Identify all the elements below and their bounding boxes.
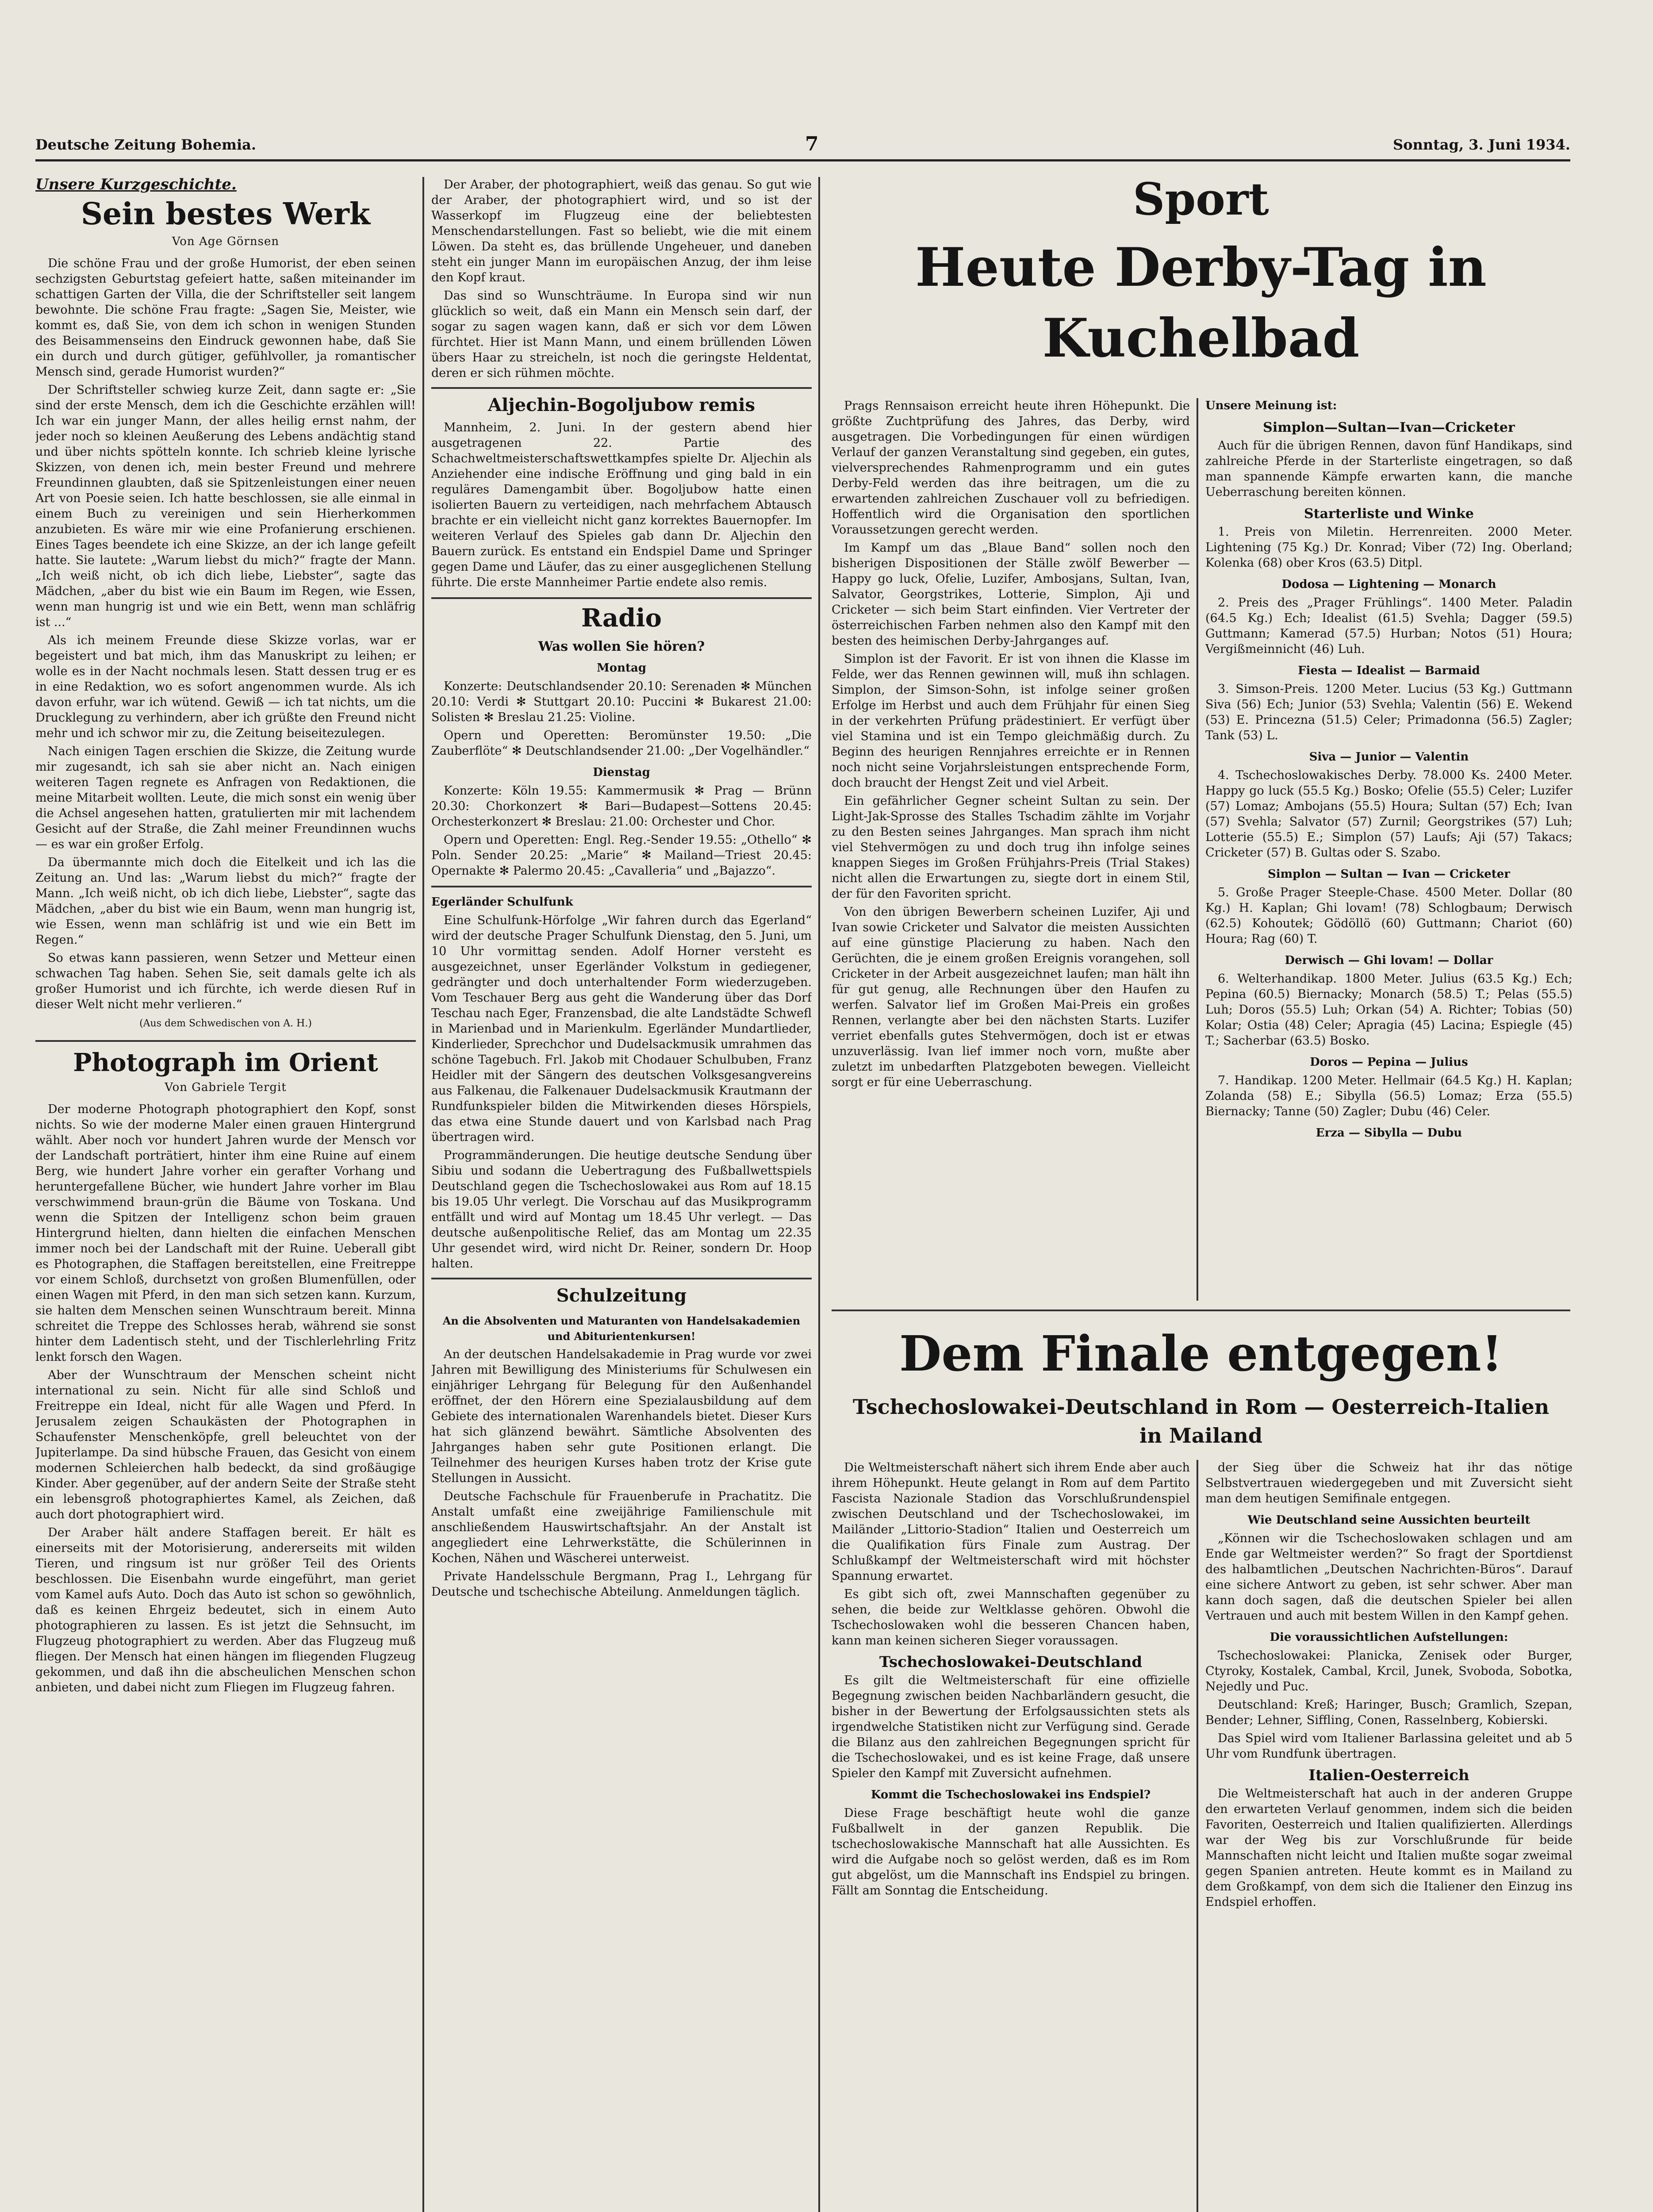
race-entry: 2. Preis des „Prager Frühlings“. 1400 Meter. Paladin (64.5 Kg.) Ech; Idealist (61.5) Svehla; Dagger (59.5) Guttmann; Kamerad (57.5) Hurban; Notos (51) Houra; Vergißmeinnicht (46) Luh. xyxy=(1205,596,1572,656)
race-entry: 4. Tschechoslowakisches Derby. 78.000 Ks. 2400 Meter. Happy go luck (55.5 Kg.) Bosko; Ofelie (55.5) Celer; Luzifer (57) Lomaz; Ambojans (55.5) Houra; Sultan (57) Ech; Ivan (57) Svehla; Salvator (57) Zurnil; Georgstrikes (57) Luh; Lotterie (55.5) E.; Simplon (57) Laufs; Aji (57) Takacs; Cricketer (57) B. Gultas oder S. Szabo. xyxy=(1205,768,1572,860)
race-entry: 6. Welterhandikap. 1800 Meter. Julius (63.5 Kg.) Ech; Pepina (60.5) Biernacky; Monarch (58.5) T.; Pelas (55.5) Luh; Doros (55.5) Luh; Orkan (54) A. Richter; Tobias (50) Kolar; Ostia (48) Celer; Apragia (45) Lacina; Espiegle (45) T.; Sacherbar (63.5) Bosko. xyxy=(1205,972,1572,1048)
schulfunk-paragraph: Programmänderungen. Die heutige deutsche Sendung über Sibiu und sodann die Uebertragung des Fußballwettspiels Deutschland gegen die Tschechoslowakei aus Rom auf 18.15 bis 19.05 Uhr verlegt. Die Vorschau auf das Musikprogramm entfällt und wird auf Montag um 18.45 Uhr verlegt. — Das deutsche außenpolitische Relief, das am Montag um 22.35 Uhr gesendet wird, wird nicht Dr. Reiner, sondern Dr. Hoop halten. xyxy=(431,1148,812,1271)
chess-paragraph: Mannheim, 2. Juni. In der gestern abend hier ausgetragenen 22. Partie des Schachweltmeisterschaftswettkampfes spielte Dr. Aljechin als Anziehender eine indische Eröffnung und ging bald in ein reguläres Damengambit über. Bogoljubow hatte einen isolierten Bauern zu verteidigen, nach mehrfachem Abtausch brachte er ein vielleicht nicht ganz korrektes Bauernopfer. Im weiteren Verlauf des Spieles gab dann Dr. Aljechin den Bauern zurück. Es entstand ein Endspiel Dame und Springer gegen Dame und Läufer, das zu einer ausgeglichenen Stellung führte. Die erste Mannheimer Partie endete also remis. xyxy=(431,421,812,589)
aufstellung-paragraph: Tschechoslowakei: Planicka, Zenisek oder Burger, Ctyroky, Kostalek, Cambal, Krcil, Junek, Svoboda, Sobotka, Nejedly und Puc. xyxy=(1205,1649,1572,1694)
meinung-head: Unsere Meinung ist: xyxy=(1205,399,1337,412)
orient-byline: Von Gabriele Tergit xyxy=(165,1081,287,1094)
schulfunk-paragraph: Eine Schulfunk-Hörfolge „Wir fahren durch das Egerland“ wird der deutsche Prager Schulfunk Dienstag, den 5. Juni, um 10 Uhr vormittag senden. Adolf Horner versteht es ausgezeichnet, unser Egerländer Volkstum in gediegener, gedrängter und doch unterhaltender Form wiederzugeben. Vom Teschauer Berg aus geht die Wanderung über das Dorf Teschau nach Eger, Franzensbad, die alte Landstädte Schwefl in Marienbad und in Marienkulm. Egerländer Mundartlieder, Kinderlieder, Sprechchor und Dudelsackmusik umrahmen das schöne Tagebuch. Frl. Jakob mit Chodauer Schulbuben, Franz Heidler mit der Sängern des deutschen Volksgesangvereins aus Falkenau, die Falkenauer Dudelsackmusik Krautmann der Rundfunkspieler bilden die Mitwirkenden dieses Hörspiels, das etwa eine Stunde dauert und von Karlsbad nach Prag übertragen wird. xyxy=(431,914,812,1144)
derby-title-line2: Kuchelbad xyxy=(1042,307,1360,369)
story-paragraph: Da übermannte mich doch die Eitelkeit und ich las die Zeitung an. Und las: „Warum liebst du mich?“ fragte der Mann. „Ich weiß nicht, ob ich dich liebe, Liebster“, sagte das Mädchen, „aber du bist wie ein Baum, wenn man hungrig ist, wie Essen, wenn man schläfrig ist und wie ein Bett im Regen.“ xyxy=(35,856,416,947)
finale-column-right xyxy=(1205,1460,1572,2212)
derby-paragraph: Von den übrigen Bewerbern scheinen Luzifer, Aji und Ivan sowie Cricketer und Salvator die meisten Aussichten auf eine günstige Placierung zu haben. Nach den Gerüchten, die je einem großen Ereignis vorangehen, soll Cricketer in der Arbeit ausgezeichnet laufen; man hält ihn für gut genug, alle Rechnungen über den Haufen zu werfen. Salvator lief im Großen Mai-Preis ein großes Rennen, verlangte aber bei den nächsten Starts. Luzifer verriet ebenfalls gutes Stehvermögen, doch ist er etwas unzuverlässig. Ivan lief immer noch vorn, mußte aber zuletzt im unbedarften Platzgeboten bewegen. Vielleicht sorgt er für eine Ueberraschung. xyxy=(832,905,1190,1089)
orient-paragraph: Aber der Wunschtraum der Menschen scheint nicht international zu sein. Nicht für alle sind Schloß und Freitreppe ein Ideal, nicht für alle Wagen und Pferd. In Jerusalem zeigen Schaukästen der Photographen in Schaufenster Menschenköpfe, grell beleuchtet von der Jupiterlampe. Da sind hübsche Frauen, das Gesicht von einem modernen Schleierchen halb bedeckt, da sind großäugige Kinder. Aber gegenüber, auf der andern Seite der Straße steht ein lebensgroß photographiertes Kamel, als Zeichen, daß auch dort photographiert wird. xyxy=(35,1368,416,1521)
radio-line: Konzerte: Köln 19.55: Kammermusik ✻ Prag — Brünn 20.30: Chorkonzert ✻ Bari—Budapest—Sottens 20.45: Orchesterkonzert ✻ Breslau: 21.00: Orchester und Chor. xyxy=(431,784,812,829)
story-paragraph: Der Schriftsteller schwieg kurze Zeit, dann sagte er: „Sie sind der erste Mensch, dem ich die Geschichte erzählen will! Ich war ein junger Mann, der alles heilig ernst nahm, der jeder noch so kleinen Aeußerung des Lebens andächtig stand und über nichts spötteln konnte. Ich schrieb kleine lyrische Skizzen, von denen ich, mein bester Freund und mehrere Freundinnen glaubten, daß sie Spitzenleistungen einer neuen Art von Poesie seien. Ich hatte beschlossen, sie alle einmal in einem Buch zu vereinigen und sein Hierherkommen anzubieten. Es wäre mir wie eine Profanierung erschienen. Eines Tages beendete ich eine Skizze, an der ich lange gefeilt hatte. Sie lautete: „Warum liebst du mich?“ fragte der Mann. „Ich weiß nicht, ob ich dich liebe, Liebster“, sagte das Mädchen, „aber du bist wie ein Baum im Regen, wie Essen, wenn man hungrig ist und wie ein Bett, wenn man schläfrig ist ...“ xyxy=(35,383,416,629)
story-title: Sein bestes Werk xyxy=(81,196,371,232)
section-divider xyxy=(832,1310,1570,1311)
derby-title-line1: Heute Derby-Tag in xyxy=(915,236,1487,299)
finale-column-left xyxy=(832,1460,1190,2212)
aufstellung-paragraph: Deutschland: Kreß; Haringer, Busch; Gramlich, Szepan, Bender; Lehner, Siffling, Conen, Rasselnberg, Kobierski. xyxy=(1205,1698,1572,1727)
race-entry: 7. Handikap. 1200 Meter. Hellmair (64.5 Kg.) H. Kaplan; Zolanda (58) E.; Sibylla (56.5) Lomaz; Erza (55.5) Biernacky; Tanne (50) Zagler; Dubu (46) Celer. xyxy=(1205,1074,1572,1118)
race-entry: 3. Simson-Preis. 1200 Meter. Lucius (53 Kg.) Guttmann Siva (56) Ech; Junior (53) Svehla; Valentin (56) E. Wekend (53) E. Princezna (51.5) Celer; Primadonna (56.5) Zagler; Tank (53) L. xyxy=(1205,682,1572,742)
section-kicker: Unsere Kurzgeschichte. xyxy=(35,177,237,193)
radio-title: Radio xyxy=(581,603,662,633)
race-tip: Derwisch — Ghi lovam! — Dollar xyxy=(1285,954,1493,967)
column-rule xyxy=(1197,398,1198,1301)
section-divider xyxy=(35,1040,416,1042)
finale-subtitle-line2: in Mailand xyxy=(1139,1424,1263,1448)
section-divider xyxy=(431,387,812,389)
section-divider xyxy=(431,1278,812,1279)
story-source: (Aus dem Schwedischen von A. H.) xyxy=(139,1018,312,1029)
tsch-paragraph: Es gilt die Weltmeisterschaft für eine offizielle Begegnung zwischen beiden Nachbarländern gesucht, die bisher in der Bewertung der Erfolgsaussichten stets als irgendwelche Statistiken nicht zur Verfügung sind. Gerade die Bilanz aus den zahlreichen Begegnungen spricht für die Tschechoslowakei, und es ist keine Frage, daß unsere Spieler den Kampf mit Zuversicht aufnehmen. xyxy=(832,1674,1190,1780)
radio-line: Opern und Operetten: Engl. Reg.-Sender 19.55: „Othello“ ✻ Poln. Sender 20.25: „Marie“ ✻ Mailand—Triest 20.45: Opernakte ✻ Palermo 20.45: „Cavalleria“ und „Bajazzo“. xyxy=(431,833,812,878)
orient-continuation: Der Araber, der photographiert, weiß das genau. So gut wie der Araber, der photographiert wird, und so ist der Wasserkopf im Flugzeug eine der beliebtesten Menschendarstellungen. Fast so beliebt, wie die mit einem Löwen. Da steht es, das brüllende Ungeheuer, und daneben steht ein junger Mann im europäischen Anzug, der ihm leise den Kopf kraut. xyxy=(431,178,812,284)
dtsch-paragraph: „Können wir die Tschechoslowaken schlagen und am Ende gar Weltmeister werden?“ So fragt der Sportdienst des halbamtlichen „Deutschen Nachrichten-Büros“. Darauf eine sichere Antwort zu geben, ist sehr schwer. Aber man kann doch sagen, daß die deutschen Spieler bei allen Vertrauen und auch mit bestem Willen in den Kampf gehen. xyxy=(1205,1532,1572,1623)
race-entry: 1. Preis von Miletin. Herrenreiten. 2000 Meter. Lightening (75 Kg.) Dr. Konrad; Viber (72) Ing. Oberland; Kolenka (68) ober Kros (63.5) Ditpl. xyxy=(1205,525,1572,570)
orient-paragraph: Der moderne Photograph photographiert den Kopf, sonst nichts. So wie der moderne Maler einen grauen Hintergrund wählt. Aber noch vor hundert Jahren wurde der Mensch vor der Landschaft porträtiert, hinter ihm eine Ruine auf einem Berg, wie hundert Jahre vorher ein gerafter Vorhang und heruntergefallene Bücher, wie hundert Jahre vorher im Blau verschwimmend braun-grün die Bäume von Toskana. Und wenn die Spitzen der Intelligenz schon beim grauen Hintergrund hielten, dann hielten die einfachen Menschen immer noch bei der Landschaft mit der Ruine. Ueberall gibt es Photographen, die Staffagen bereitstellen, eine Freitreppe vor einem Schloß, durchsetzt von großen Blumenfüllen, oder einen Wagen mit Pferd, in den man sich setzen kann. Kurzum, sie halten dem Menschen seinen Wunschtraum bereit. Minna schreitet die Treppe des Schlosses herab, während sie sonst hinter dem Ladentisch steht, und der Tischlerlehrling Fritz lenkt forsch den Wagen. xyxy=(35,1102,416,1364)
schulfunk-title: Egerländer Schulfunk xyxy=(431,895,573,909)
derby-column-right xyxy=(1205,398,1572,1301)
italien-paragraph: Die Weltmeisterschaft hat auch in der anderen Gruppe den erwarteten Verlauf genommen, indem sich die beiden Favoriten, Oesterreich und Italien qualifizierten. Allerdings war der Weg bis zur Vorschlußrunde für beide Mannschaften nicht leicht und Italien mußte sogar zweimal gegen Spanien antreten. Heute kommt es in Mailand zu dem Großkampf, von dem sich die Italiener den Einzug ins Endspiel erhoffen. xyxy=(1205,1787,1572,1909)
school-title: Schulzeitung xyxy=(556,1285,687,1306)
aufstellungen-head: Die voraussichtlichen Aufstellungen: xyxy=(1269,1631,1508,1644)
radio-day-tuesday: Dienstag xyxy=(593,766,650,779)
radio-line: Opern und Operetten: Beromünster 19.50: „Die Zauberflöte“ ✻ Deutschlandsender 21.00: „Der Vogelhändler.“ xyxy=(431,729,812,758)
kommt-paragraph: Diese Frage beschäftigt heute wohl die ganze Fußballwelt in der ganzen Republik. Die tschechoslowakische Mannschaft hat alle Aussichten. Es wird die Aufgabe noch so gelöst werden, daß es im Rom gut abgelöst, um die Mannschaft ins Endspiel zu bringen. Fällt am Sonntag die Entscheidung. xyxy=(832,1806,1190,1897)
masthead xyxy=(35,133,1570,161)
column-rule xyxy=(1197,1460,1198,2212)
column-rule xyxy=(818,177,820,2212)
finale-subtitle-line1: Tschechoslowakei-Deutschland in Rom — Oesterreich-Italien xyxy=(852,1395,1549,1419)
derby-paragraph: Prags Rennsaison erreicht heute ihren Höhepunkt. Die größte Zuchtprüfung des Jahres, das Derby, wird ausgetragen. Die Vorbedingungen für einen würdigen Verlauf der ganzen Veranstaltung sind gegeben, ein gutes, vielversprechendes Rahmenprogramm und ein gutes Derby-Feld werden das ihre beitragen, um die zu erwartenden zahlreichen Zuschauer voll zu befriedigen. Hoffentlich wird die Organisation den sportlichen Voraussetzungen gerecht werden. xyxy=(832,399,1190,537)
orient-paragraph: Der Araber hält andere Staffagen bereit. Er hält es einerseits mit der Motorisierung, andererseits mit wilden Tieren, und ringsum ist nur größer Teil des Orients beschlossen. Die Eisenbahn wurde eingeführt, man geriet vom Kamel aufs Auto. Doch das Auto ist schon so gewöhnlich, daß es keinen Ehrgeiz bedeutet, sich in einem Auto photographieren zu lassen. Es ist jetzt die Sehnsucht, im Flugzeug photographiert zu werden. Aber das Flugzeug muß fliegen. Der Mensch hat einen hängen im fliegenden Flugzeug gekommen, und daß ihn die abscheulichen Menschen schon anbieten, und dabei nicht zum Fliegen im Flugzeug fahren. xyxy=(35,1526,416,1694)
aufstellung-paragraph: Das Spiel wird vom Italiener Barlassina geleitet und ab 5 Uhr vom Rundfunk übertragen. xyxy=(1205,1732,1572,1761)
story-byline: Von Age Görnsen xyxy=(172,235,280,248)
race-tip: Siva — Junior — Valentin xyxy=(1309,750,1469,764)
radio-subtitle: Was wollen Sie hören? xyxy=(538,639,705,654)
finale-paragraph: Die Weltmeisterschaft nähert sich ihrem Ende aber auch ihrem Höhepunkt. Heute gelangt in Rom auf dem Partito Fascista Nazionale Stadion das Vorschlußrundenspiel zwischen Deutschland und der Tschechoslowakei, im Mailänder „Littorio-Stadion“ Italien und Oesterreich um die Qualifikation fürs Finale zum Austrag. Der Schlußkampf der Weltmeisterschaft wird mit höchster Spannung erwartet. xyxy=(832,1461,1190,1583)
orient-continuation: Das sind so Wunschträume. In Europa sind wir nun glücklich so weit, daß ein Mann ein Mensch sein darf, der sogar zu sagen wagen kann, daß er sich vor dem Löwen fürchtet. Hier ist Mann Mann, und einem brüllenden Löwen übers Haar zu streicheln, ist noch die geringste Heldentat, deren er sich rühmen möchte. xyxy=(431,289,812,380)
orient-title: Photograph im Orient xyxy=(73,1048,378,1077)
page-number: 7 xyxy=(805,133,819,155)
issue-date: Sonntag, 3. Juni 1934. xyxy=(1393,136,1570,153)
school-paragraph: Deutsche Fachschule für Frauenberufe in Prachatitz. Die Anstalt umfaßt eine zweijährige Familienschule mit anschließendem Hauswirtschaftsjahr. An der Anstalt ist angegliedert eine Lehrwerkstätte, die Schülerinnen in Kochen, Nähen und Wäscherei unterweist. xyxy=(431,1490,812,1565)
column-2 xyxy=(431,177,812,2212)
finale-paragraph: Es gibt sich oft, zwei Mannschaften gegenüber zu sehen, die beide zur Weltklasse gehören. Obwohl die Tschechoslowaken wohl die besseren Chancen haben, kann man keinen sicheren Sieger voraussagen. xyxy=(832,1587,1190,1647)
finale-right-paragraph: der Sieg über die Schweiz hat ihr das nötige Selbstvertrauen wiedergegeben und mit Zuversicht sieht man dem heutigen Semifinale entgegen. xyxy=(1205,1461,1572,1505)
radio-line: Konzerte: Deutschlandsender 20.10: Serenaden ✻ München 20.10: Verdi ✻ Stuttgart 20.10: Puccini ✻ Bukarest 21.00: Solisten ✻ Breslau 21.25: Violine. xyxy=(431,680,812,724)
derby-paragraph: Im Kampf um das „Blaue Band“ sollen noch den bisherigen Dispositionen der Ställe zwölf Bewerber — Happy go luck, Ofelie, Luzifer, Ambosjans, Sultan, Ivan, Salvator, Georgstrikes, Lotterie, Simplon, Aji und Cricketer — sich beim Start einfinden. Vier Vertreter der österreichischen Farben nehmen also den Kampf mit den besten des heimischen Derby-Jahrganges auf. xyxy=(832,541,1190,648)
race-tip: Fiesta — Idealist — Barmaid xyxy=(1298,664,1480,677)
race-tip: Simplon — Sultan — Ivan — Cricketer xyxy=(1267,868,1511,881)
race-entry: 5. Große Prager Steeple-Chase. 4500 Meter. Dollar (80 Kg.) H. Kaplan; Ghi lovam! (78) Schlogbaum; Derwisch (62.5) Kohoutek; Gödöllö (60) Guttmann; Chariot (60) Houra; Rag (60) T. xyxy=(1205,886,1572,946)
story-paragraph: Als ich meinem Freunde diese Skizze vorlas, war er begeistert und bat mich, ihm das Manuskript zu leihen; er wolle es in der Nacht nochmals lesen. Statt dessen trug er es in eine Redaktion, wo es sofort angenommen wurde. Als ich davon erfuhr, war ich wütend. Gewiß — ich tat nichts, um die Drucklegung zu verhindern, aber ich grüßte den Freund nicht mehr und ich schwor mir zu, die Zeitung beiseitezulegen. xyxy=(35,634,416,740)
chess-title: Aljechin-Bogoljubow remis xyxy=(488,395,755,415)
radio-day-monday: Montag xyxy=(596,661,647,675)
meinung-paragraph: Auch für die übrigen Rennen, davon fünf Handikaps, sind zahlreiche Pferde in der Starterliste eingetragen, so daß man spannende Kämpfe erwarten kann, die manche Ueberraschung bereiten können. xyxy=(1205,439,1572,499)
column-1 xyxy=(35,177,416,2212)
column-rule xyxy=(422,177,424,2212)
story-paragraph: Nach einigen Tagen erschien die Skizze, die Zeitung wurde mir zugesandt, ich sah sie aber nicht an. Nach einigen weiteren Tagen regnete es Anfragen von Redaktionen, die meine Mitarbeit wollten. Leute, die mich sonst ein wenig über die Achsel angesehen hatten, gratulierten mir mit lachendem Gesicht auf der Straße, die Zahl meiner Freundinnen wuchs — es war ein großer Erfolg. xyxy=(35,745,416,851)
sport-title: Sport xyxy=(1133,173,1269,225)
school-paragraph: An der deutschen Handelsakademie in Prag wurde vor zwei Jahren mit Bewilligung des Ministeriums für Schulwesen ein einjähriger Lehrgang für Belegung für den Außenhandel eröffnet, der den Hörern eine Spezialausbildung auf dem Gebiete des internationalen Warenhandels bietet. Dieser Kurs hat sich glänzend bewährt. Sämtliche Absolventen des Jahrganges haben sehr gute Positionen erlangt. Die Teilnehmer des heurigen Kurses haben trotz der Krise gute Stellungen in Aussicht. xyxy=(431,1348,812,1485)
derby-paragraph: Ein gefährlicher Gegner scheint Sultan zu sein. Der Light-Jak-Sprosse des Stalles Tschadim zählte im Vorjahr zu den Besten seines Jahrganges. Man sprach ihm nicht viel Stehvermögen zu und doch trug ihn infolge seines knappen Sieges im Großen Frühjahrs-Preis (Trial Stakes) nicht allen die Erwartungen zu, siegte dort in einem Stil, der für den Favoriten spricht. xyxy=(832,794,1190,901)
meinung-line: Simplon—Sultan—Ivan—Cricketer xyxy=(1263,420,1515,435)
tsch-head: Tschechoslowakei-Deutschland xyxy=(879,1653,1143,1671)
school-paragraph: Private Handelsschule Bergmann, Prag I., Lehrgang für Deutsche und tschechische Abteilung. Anmeldungen täglich. xyxy=(431,1570,812,1599)
starter-head: Starterliste und Winke xyxy=(1304,506,1474,522)
paper-name: Deutsche Zeitung Bohemia. xyxy=(35,136,257,153)
derby-paragraph: Simplon ist der Favorit. Er ist von ihnen die Klasse im Felde, wer das Rennen gewinnen will, muß ihn schlagen. Simplon, der Simson-Sohn, ist infolge seiner großen Erfolge im Herbst und auch dem Frühjahr für einen Sieg in der verkehrten Prüfung prädestiniert. Er verfügt über viel Stamina und ist ein Tempo gleichmäßig durch. Zu Beginn des heurigen Rennjahres erreichte er in Rennen noch nicht seine Vorjahrsleistungen entsprechende Form, doch braucht der Hengst Zeit und viel Arbeit. xyxy=(832,652,1190,790)
race-tip: Erza — Sibylla — Dubu xyxy=(1315,1126,1462,1140)
school-head: An die Absolventen und Maturanten von Handelsakademien und Abiturientenkursen! xyxy=(442,1314,801,1343)
italien-head: Italien-Oesterreich xyxy=(1308,1767,1469,1784)
story-paragraph: Die schöne Frau und der große Humorist, der eben seinen sechzigsten Geburtstag gefeiert hatte, saßen miteinander im schattigen Garten der Villa, die der Schriftsteller seit langem bewohnte. Die schöne Frau fragte: „Sagen Sie, Meister, wie kommt es, daß Sie, von dem ich schon in wenigen Stunden des Beisammenseins den Eindruck gewonnen habe, daß Sie ein durch und durch gütiger, gefühlvoller, ja romantischer Mensch sind, gerade Humorist wurden?“ xyxy=(35,257,416,379)
radio-box xyxy=(431,597,812,887)
race-tip: Doros — Pepina — Julius xyxy=(1310,1056,1468,1069)
dtsch-head: Wie Deutschland seine Aussichten beurteilt xyxy=(1247,1513,1530,1527)
finale-title: Dem Finale entgegen! xyxy=(899,1325,1503,1382)
derby-column-left xyxy=(832,398,1190,1301)
race-tip: Dodosa — Lightening — Monarch xyxy=(1281,578,1496,591)
kommt-head: Kommt die Tschechoslowakei ins Endspiel? xyxy=(871,1788,1151,1801)
story-paragraph: So etwas kann passieren, wenn Setzer und Metteur einen schwachen Tag haben. Sehen Sie, seit damals gelte ich als großer Humorist und ich fürchte, ich werde diesen Ruf in dieser Welt nicht mehr verlieren.“ xyxy=(35,951,416,1011)
